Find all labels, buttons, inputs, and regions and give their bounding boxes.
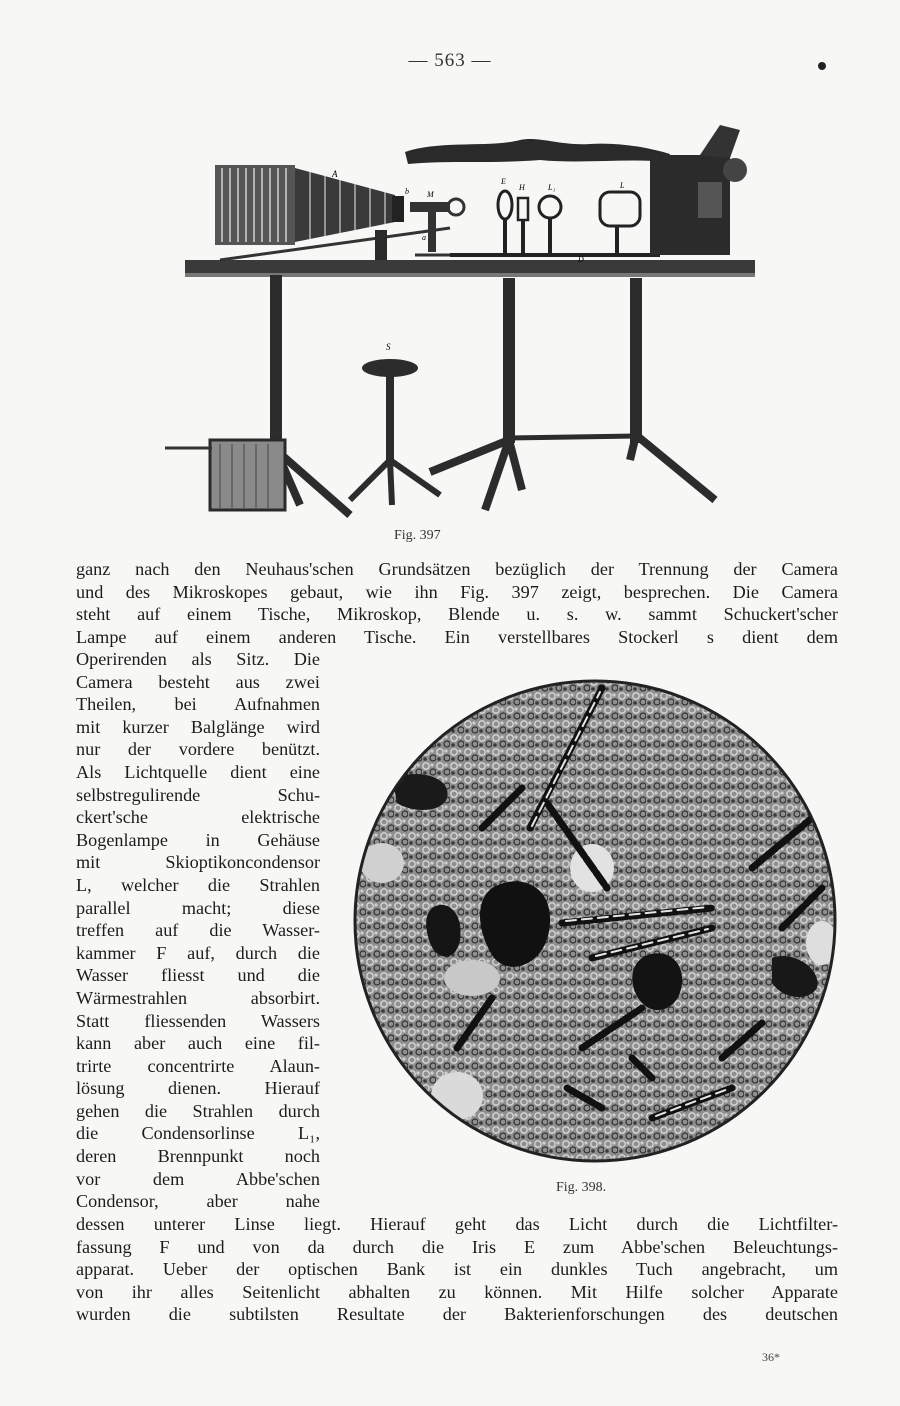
text-line: treffen auf die Wasser-	[76, 920, 320, 941]
text-line: deren Brennpunkt noch	[76, 1146, 320, 1167]
text-line: wurden die subtilsten Resultate der Bakterienforschungen des deutschen	[76, 1304, 838, 1325]
fig397-label-h: H	[519, 183, 525, 192]
paragraph-bottom	[76, 1213, 838, 1326]
paragraph-narrow-column	[76, 648, 320, 1213]
paragraph-top	[76, 558, 838, 648]
text-line: Statt fliessenden Wassers	[76, 1010, 320, 1031]
figure-397-caption: Fig. 397	[394, 528, 441, 543]
text-line: mit Skioptikoncondensor	[76, 852, 320, 873]
text-line: parallel macht; diese	[76, 897, 320, 918]
text-line: steht auf einem Tische, Mikroskop, Blende u. s. w. sammt Schuckert'scher	[76, 604, 838, 625]
page-number: — 563 —	[408, 50, 492, 71]
fig397-label-m: M	[427, 190, 434, 199]
fig397-label-d: D	[578, 255, 584, 264]
text-line: und des Mikroskopes gebaut, wie ihn Fig. 397 zeigt, besprechen. Die Camera	[76, 581, 838, 602]
text-line: Wasser fliesst und die	[76, 965, 320, 986]
text-line: Condensor, aber nahe	[76, 1191, 320, 1212]
text-line: vor dem Abbe'schen	[76, 1168, 320, 1189]
figure-397-illustration	[160, 110, 760, 520]
fig397-label-a: A	[332, 169, 338, 179]
text-line: Lampe auf einem anderen Tische. Ein verstellbares Stockerl s dient dem	[76, 626, 838, 647]
fig397-label-l1: L₁	[548, 183, 556, 192]
text-line: fassung F und von da durch die Iris E zum Abbe'schen Beleuchtungs-	[76, 1236, 838, 1257]
text-line: kammer F auf, durch die	[76, 942, 320, 963]
text-line: trirte concentrirte Alaun-	[76, 1055, 320, 1076]
ink-dot	[818, 62, 826, 70]
text-line: ganz nach den Neuhaus'schen Grundsätzen bezüglich der Trennung der Camera	[76, 559, 838, 579]
text-line: apparat. Ueber der optischen Bank ist ein dunkles Tuch angebracht, um	[76, 1259, 838, 1280]
text-line: mit kurzer Balglänge wird	[76, 716, 320, 737]
figure-398-caption: Fig. 398.	[556, 1180, 607, 1195]
text-line: gehen die Strahlen durch	[76, 1100, 320, 1121]
text-line: Theilen, bei Aufnahmen	[76, 694, 320, 715]
text-line: die Condensorlinse L₁,	[76, 1123, 320, 1144]
text-line: Wärmestrahlen absorbirt.	[76, 987, 320, 1008]
text-line: lösung dienen. Hierauf	[76, 1078, 320, 1099]
text-line: selbstregulirende Schu-	[76, 784, 320, 805]
text-line: dessen unterer Linse liegt. Hierauf geht das Licht durch die Lichtfilter-	[76, 1214, 838, 1234]
text-line: L, welcher die Strahlen	[76, 874, 320, 895]
text-line: kann aber auch eine fil-	[76, 1033, 320, 1054]
text-line: Operirenden als Sitz. Die	[76, 649, 320, 669]
fig397-label-s: S	[386, 342, 391, 352]
figure-398-micrograph	[352, 678, 838, 1164]
fig397-label-e: E	[501, 177, 506, 186]
text-line: nur der vordere benützt.	[76, 739, 320, 760]
printer-signature: 36*	[762, 1350, 780, 1364]
fig397-label-b: b	[405, 187, 409, 196]
text-line: von ihr alles Seitenlicht abhalten zu können. Mit Hilfe solcher Apparate	[76, 1281, 838, 1302]
text-line: Camera besteht aus zwei	[76, 671, 320, 692]
fig397-label-a-lower: a	[422, 233, 426, 242]
text-line: Bogenlampe in Gehäuse	[76, 829, 320, 850]
text-line: ckert'sche elektrische	[76, 807, 320, 828]
fig397-label-l: L	[620, 181, 625, 190]
text-line: Als Lichtquelle dient eine	[76, 761, 320, 782]
